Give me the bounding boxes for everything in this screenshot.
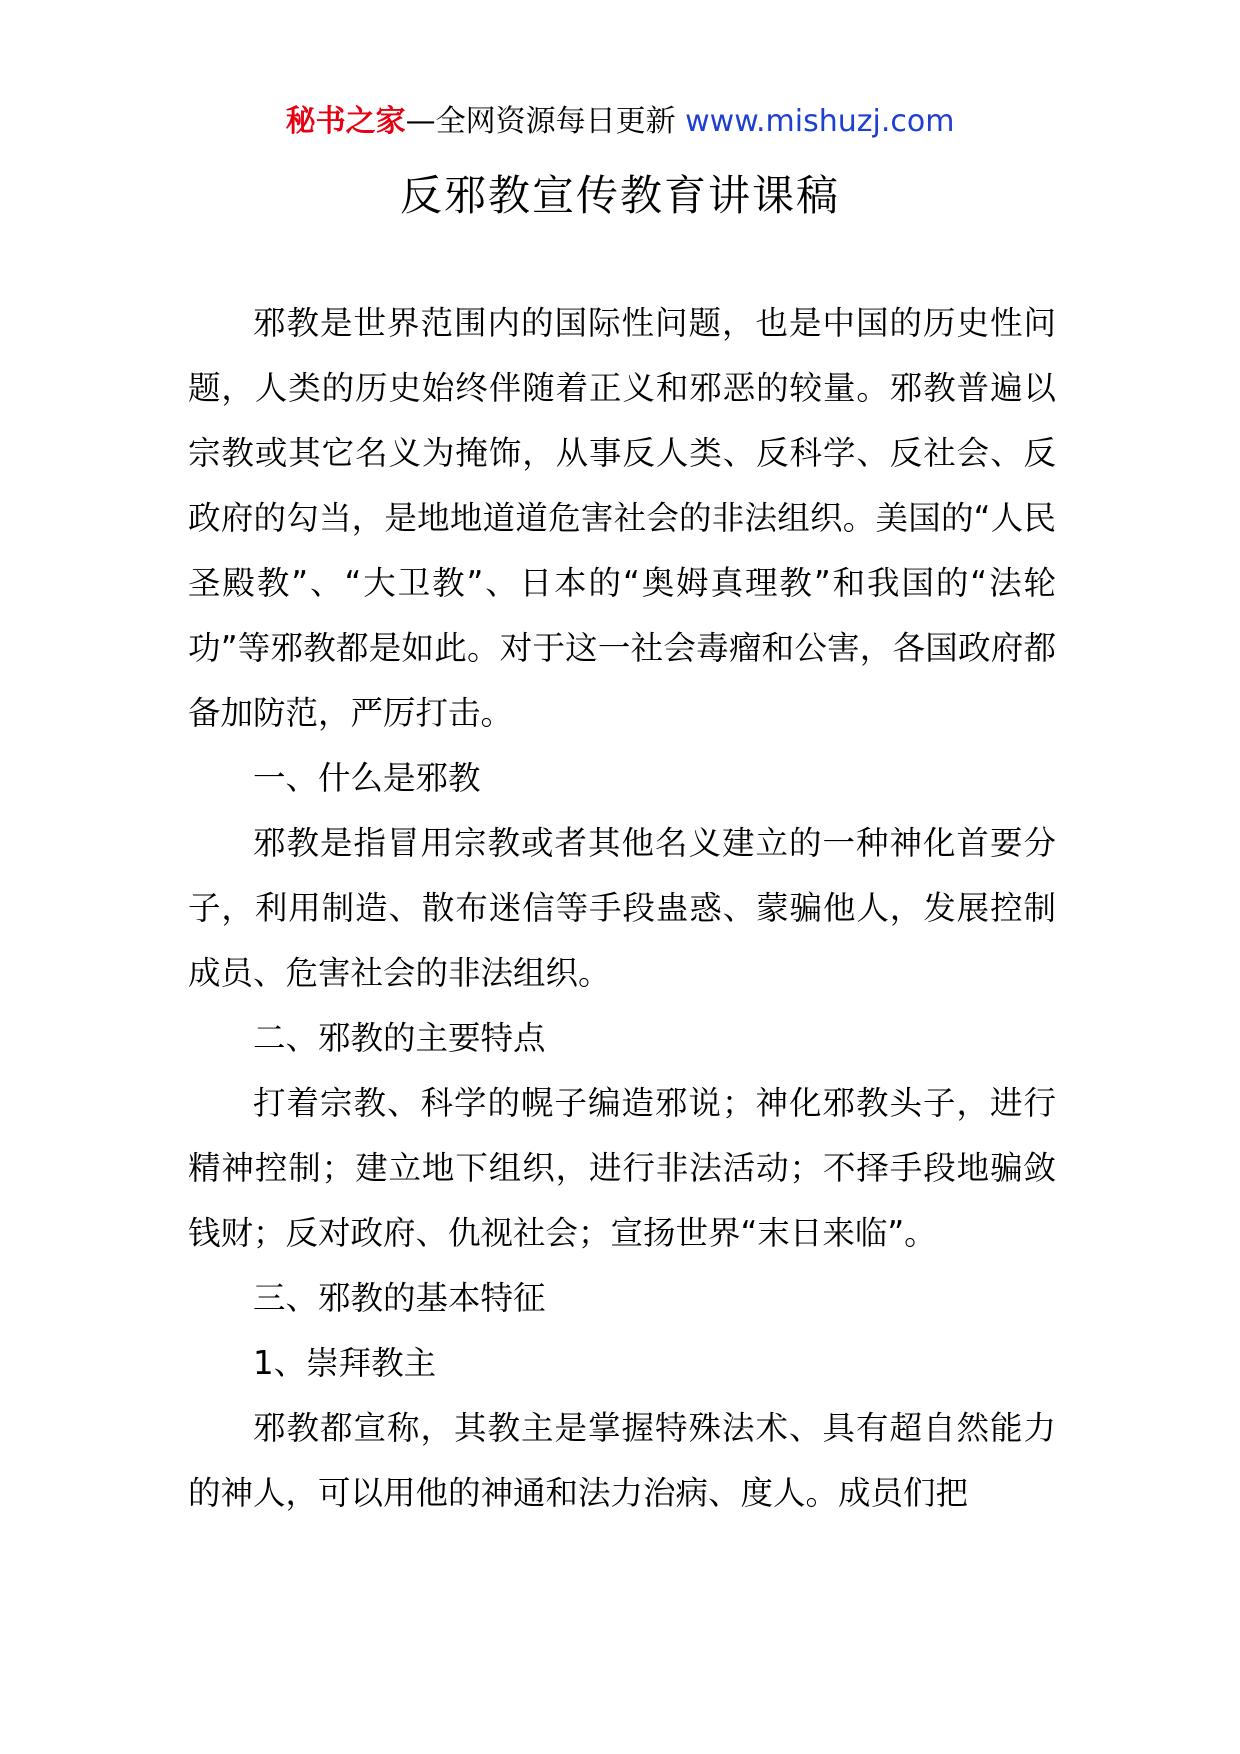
site-slogan: —全网资源每日更新 <box>405 104 676 139</box>
definition-paragraph: 邪教是指冒用宗教或者其他名义建立的一种神化首要分子，利用制造、散布迷信等手段蛊惑、蒙骗他人，发展控制成员、危害社会的非法组织。 <box>188 824 1056 992</box>
site-banner <box>0 102 1240 142</box>
site-url-link[interactable]: www.mishuzj.com <box>685 104 955 139</box>
site-brand: 秘书之家 <box>285 104 406 139</box>
document-title: 反邪教宣传教育讲课稿 <box>399 171 840 220</box>
section-heading-3: 三、邪教的基本特征 <box>253 1279 546 1317</box>
characteristic-paragraph: 邪教都宣称，其教主是掌握特殊法术、具有超自然能力的神人，可以用他的神通和法力治病、度人。成员们把 <box>188 1409 1056 1512</box>
subsection-heading-1: 1、崇拜教主 <box>253 1344 437 1382</box>
section-heading-2: 二、邪教的主要特点 <box>253 1019 546 1057</box>
section-heading-1: 一、什么是邪教 <box>253 759 481 797</box>
intro-paragraph: 邪教是世界范围内的国际性问题，也是中国的历史性问题，人类的历史始终伴随着正义和邪恶的较量。邪教普遍以宗教或其它名义为掩饰，从事反人类、反科学、反社会、反政府的勾当，是地地道道危害社会的非法组织。美国的“人民圣殿教”、“大卫教”、日本的“奥姆真理教”和我国的“法轮功”等邪教都是如此。对于这一社会毒瘤和公害，各国政府都备加防范，严厉打击。 <box>188 304 1056 732</box>
document-body <box>188 291 1056 1526</box>
features-paragraph: 打着宗教、科学的幌子编造邪说；神化邪教头子，进行精神控制；建立地下组织，进行非法活动；不择手段地骗敛钱财；反对政府、仇视社会；宣扬世界“末日来临”。 <box>188 1084 1056 1252</box>
